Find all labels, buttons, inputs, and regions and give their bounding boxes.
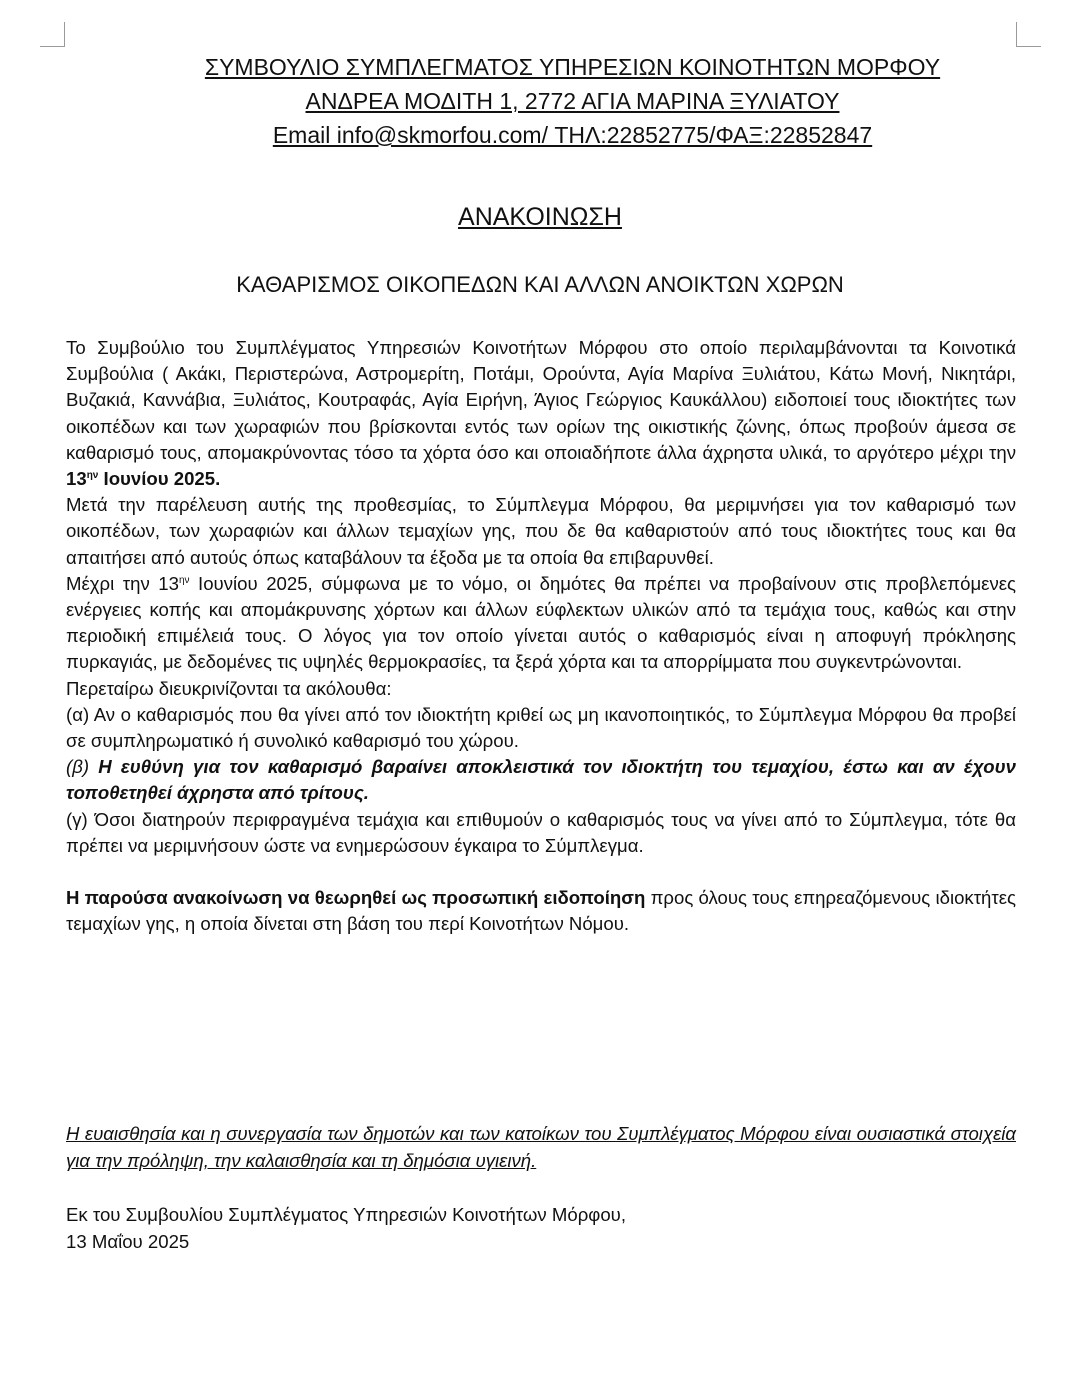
paragraph-intro-text: Το Συμβούλιο του Συμπλέγματος Υπηρεσιών Κοινοτήτων Μόρφου στο οποίο περιλαμβάνονται τα Κοινοτικά Συμβούλια ( Ακάκι, Περιστερώνα, Αστρομερίτη, Ποτάμι, Ορούντα, Αγία Μαρίνα Ξυλιάτου, Κάτω Μονή, Νικητάρι, Βυζακιά, Καννάβια, Ξυλιάτος, Κουτραφάς, Αγία Ειρήνη, Άγιος Γεώργιος Καυκάλλου) ειδοποιεί τους ιδιοκτήτες των οικοπέδων και των χωραφιών που βρίσκονται εντός των ορίων της οικιστικής ζώνης, όπως προβούν άμεσα σε καθαρισμό τους, απομακρύνοντας τόσο τα χόρτα όσο και οποιαδήποτε άλλα άχρηστα υλικά, το αργότερο μέχρι την [66,337,1016,463]
deadline-ordinal: ην [86,469,99,481]
announcement-body [66,335,1016,937]
paragraph-personal-notice [66,885,1016,937]
deadline-month-year: Ιουνίου 2025. [98,468,221,490]
letterhead-contact: Email info@skmorfou.com/ ΤΗΛ:22852775/ΦΑΞ:22852847 [272,122,873,148]
signoff-council: Εκ του Συμβουλίου Συμπλέγματος Υπηρεσιών Κοινοτήτων Μόρφου, [66,1204,626,1225]
letterhead-address: ΑΝΔΡΕΑ ΜΟΔΙΤΗ 1, 2772 ΑΓΙΑ ΜΑΡΙΝΑ ΞΥΛΙΑΤΟΥ [305,88,840,114]
clarification-item-a: (α) Αν ο καθαρισμός που θα γίνει από τον ιδιοκτήτη κριθεί ως μη ικανοποιητικός, το Σύμπλεγμα Μόρφου θα προβεί σε συμπληρωματικό ή συνολικό καθαρισμό του χώρου. [66,703,1016,752]
paragraph-clarifications: Περεταίρω διευκρινίζονται τα ακόλουθα: [66,677,392,699]
personal-notice-rest: προς όλους τους επηρεαζόμενους ιδιοκτήτες τεμαχίων γης, η οποία δίνεται στη βάση του περί Κοινοτήτων Νόμου. [66,887,1016,935]
page-corner-mark-left [40,22,65,47]
announcement-title: ΑΝΑΚΟΙΝΩΣΗ [458,203,622,231]
paragraph-law-rest: Ιουνίου 2025, σύμφωνα με το νόμο, οι δημότες θα πρέπει να προβαίνουν στις προβλεπόμενες ενέργειες κοπής και απομάκρυνσης χόρτων και άλλων εύφλεκτων υλικών από τα τεμάχια τους, καθώς και στην περιοδική επιμέλειά τους. Ο λόγος για τον οποίο γίνεται αυτός ο καθαρισμός είναι η αποφυγή πρόκλησης πυρκαγιάς, με δεδομένες τις υψηλές θερμοκρασίες, τα ξερά χόρτα και τα απορρίμματα που συγκεντρώνονται. [66,572,1016,673]
paragraph-law-start: Μέχρι την 13 [66,572,179,594]
clarification-item-b-label: (β) [66,756,99,778]
paragraph-after-deadline: Μετά την παρέλευση αυτής της προθεσμίας, το Σύμπλεγμα Μόρφου, θα μεριμνήσει για τον καθαρισμό των οικοπέδων, των χωραφιών και άλλων τεμαχίων γης, που δε θα καθαριστούν από τους ιδιοκτήτες τους και θα απαιτήσει από αυτούς όπως καταβάλουν τα έξοδα με τα οποία θα επιβαρυνθεί. [66,494,1016,568]
deadline-date [66,468,220,489]
deadline-day: 13 [66,468,87,490]
page-corner-mark-right [1016,22,1041,47]
paragraph-intro [66,335,1016,492]
paragraph-law-ordinal: ην [178,574,190,586]
personal-notice-emphasis: Η παρούσα ανακοίνωση να θεωρηθεί ως προσωπική ειδοποίηση [66,887,646,909]
paragraph-law [66,571,1016,676]
signoff-date: 13 Μαΐου 2025 [66,1231,190,1252]
signoff [66,1201,1016,1255]
closing-statement: Η ευαισθησία και η συνεργασία των δημοτών και των κατοίκων του Συμπλέγματος Μόρφου είναι ουσιαστικά στοιχεία για την πρόληψη, την καλαισθησία και τη δημόσια υγιεινή. [66,1123,1016,1171]
announcement-subtitle: ΚΑΘΑΡΙΣΜΟΣ ΟΙΚΟΠΕΔΩΝ ΚΑΙ ΑΛΛΩΝ ΑΝΟΙΚΤΩΝ ΧΩΡΩΝ [236,272,844,297]
clarification-item-c: (γ) Όσοι διατηρούν περιφραγμένα τεμάχια και επιθυμούν ο καθαρισμός τους να γίνει από το Σύμπλεγμα, τότε θα πρέπει να μεριμνήσουν ώστε να ενημερώσουν έγκαιρα το Σύμπλεγμα. [66,808,1016,856]
clarification-item-b-text: Η ευθύνη για τον καθαρισμό βαραίνει αποκλειστικά τον ιδιοκτήτη του τεμαχίου, έστω και αν έχουν τοποθετηθεί άχρηστα από τρίτους. [66,756,1016,804]
clarification-item-b [66,754,1016,806]
letterhead-council-name: ΣΥΜΒΟΥΛΙΟ ΣΥΜΠΛΕΓΜΑΤΟΣ ΥΠΗΡΕΣΙΩΝ ΚΟΙΝΟΤΗΤΩΝ ΜΟΡΦΟΥ [204,54,941,80]
letterhead [100,50,1045,152]
